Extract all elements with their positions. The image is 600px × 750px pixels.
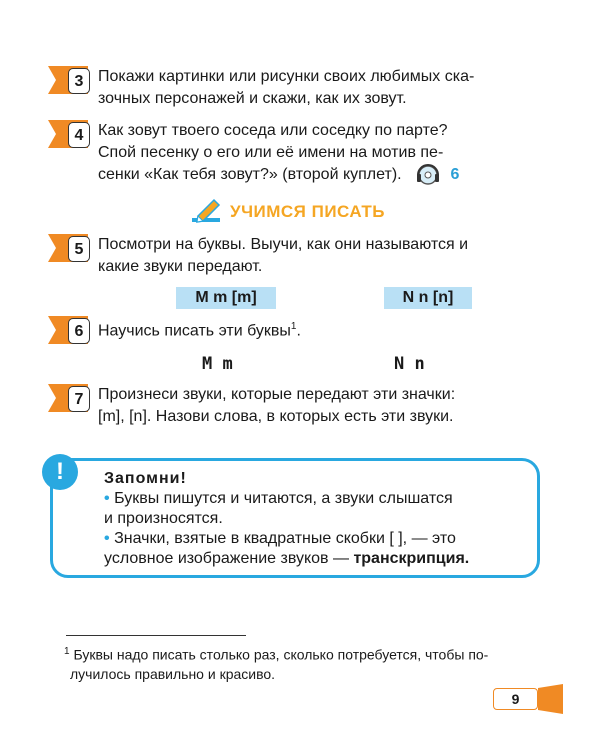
cursive-n: N n xyxy=(394,354,425,374)
remember-title: Запомни! xyxy=(104,470,187,487)
remember-item xyxy=(104,489,522,529)
task-3 xyxy=(48,66,538,110)
task-text xyxy=(98,384,538,428)
task-text xyxy=(98,120,538,186)
footnote-mark: 1 xyxy=(64,646,70,657)
task-line: Научись писать эти буквы xyxy=(98,322,291,340)
task-5 xyxy=(48,234,538,278)
page-flag-icon xyxy=(538,684,563,714)
remember-line: условное изображение звуков — xyxy=(104,550,354,567)
footnote-line: лучилось правильно и красиво. xyxy=(70,665,276,682)
letter-box-n: N n [n] xyxy=(384,287,472,309)
remember-line: и произносятся. xyxy=(104,510,223,527)
task-6 xyxy=(48,316,538,344)
task-line: Спой песенку о его или её имени на мотив пе- xyxy=(98,144,444,161)
task-line-tail: . xyxy=(296,322,301,340)
remember-item xyxy=(104,529,522,569)
bullet-icon: • xyxy=(104,530,110,547)
task-line: [m], [n]. Назови слова, в которых есть эти звуки. xyxy=(98,408,454,425)
task-number: 4 xyxy=(68,122,90,148)
cursive-m: M m xyxy=(202,354,233,374)
pencil-icon xyxy=(190,196,224,226)
footnote-ref: 1 xyxy=(290,321,297,332)
task-text xyxy=(98,316,538,342)
audio-track-number: 6 xyxy=(450,166,460,184)
task-line-text: сенки «Как тебя зовут?» (второй куплет). xyxy=(98,166,402,184)
footnote xyxy=(64,642,524,684)
task-text xyxy=(98,66,538,110)
task-number: 7 xyxy=(68,386,90,412)
page-number: 9 xyxy=(493,688,538,710)
bullet-icon: • xyxy=(104,490,110,507)
remember-text xyxy=(104,489,522,569)
task-line xyxy=(98,164,538,186)
remember-line: Значки, взятые в квадратные скобки [ ], — это xyxy=(114,530,456,547)
task-line: зочных персонажей и скажи, как их зовут. xyxy=(98,90,407,107)
remember-bold-term: транскрипция. xyxy=(353,550,470,567)
task-line: Произнеси звуки, которые передают эти значки: xyxy=(98,386,456,403)
letter-box-m: M m [m] xyxy=(176,287,276,309)
exclamation-icon: ! xyxy=(42,454,78,490)
task-text xyxy=(98,234,538,278)
remember-line: Буквы пишутся и читаются, а звуки слышатся xyxy=(114,490,453,507)
task-number: 6 xyxy=(68,318,90,344)
audio-disc-icon[interactable] xyxy=(416,164,446,186)
task-line: Посмотри на буквы. Выучи, как они называются и xyxy=(98,236,469,253)
task-4 xyxy=(48,120,538,186)
task-number: 3 xyxy=(68,68,90,94)
section-heading-text: УЧИМСЯ ПИСАТЬ xyxy=(230,202,385,221)
task-line: Покажи картинки или рисунки своих любимых ска- xyxy=(98,68,475,85)
footnote-divider xyxy=(66,635,246,636)
task-7 xyxy=(48,384,538,428)
task-line: какие звуки передают. xyxy=(98,258,263,275)
task-line: Как зовут твоего соседа или соседку по парте? xyxy=(98,122,448,139)
footnote-line: Буквы надо писать столько раз, сколько потребуется, чтобы по- xyxy=(73,646,489,663)
task-number: 5 xyxy=(68,236,90,262)
